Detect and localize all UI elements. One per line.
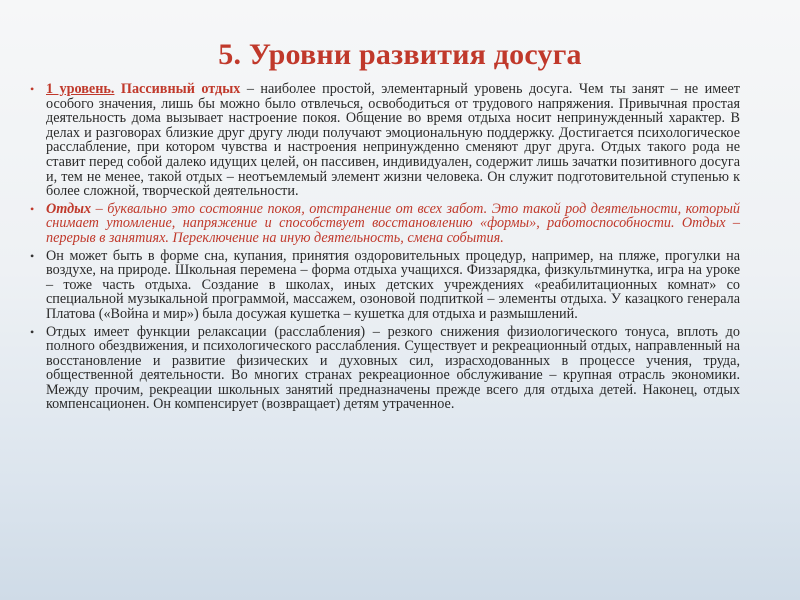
bullet-text: Отдых имеет функции релаксации (расслабления) – резкого снижения физиологического тонуса, вплоть до полного обездвижения, и психологического расслабления. Существует и рекреационный отдых, направленный на восстановление и развитие физических и духовных сил, израсходованных в процессе учения, труда, общественной деятельности. Во многих странах рекреационное обслуживание – крупная отрасль экономики. Между прочим, рекреации школьных занятий предназначены прежде всего для отдыха детей. Наконец, отдых компенсационен. Он компенсирует (возвращает) детям утраченное. (46, 323, 740, 413)
slide-content (30, 82, 740, 415)
bullet-lead-level: 1 уровень. (46, 81, 115, 97)
bullet-icon: • (30, 248, 35, 263)
bullet-passive-rest (30, 82, 740, 199)
bullet-icon: • (30, 201, 35, 216)
bullet-rest-definition (30, 202, 740, 246)
bullet-lead-term: Пассивный отдых (114, 81, 241, 97)
bullet-text: Он может быть в форме сна, купания, принятия оздоровительных процедур, например, на пляже, прогулки на воздухе, на природе. Школьная перемена – форма отдыха учащихся. Физзарядка, физкультминутка, игра на уроке – тоже часть отдыха. Создание в школах, иных детских учреждениях «реабилитационных комнат» со специальной музыкальной программой, массажем, озоновой подпиткой – элементы отдыха. У казацкого генерала Платова («Война и мир») была досужая кушетка – кушетка для отдыха и размышлений. (46, 247, 740, 322)
bullet-text: – наиболее простой, элементарный уровень досуга. Чем ты занят – не имеет особого значения, лишь бы можно было отвлечься, освободиться от трудового напряжения. Привычная простая деятельность дома вызывает настроение покоя. Общение во время отдыха носит непринужденный характер. В делах и разговорах близкие друг другу люди получают эмоциональную поддержку. Достигается психологическое расслабление, при котором чувства и настроения непринужденно сменяют друг друга. Отдых такого рода не ставит перед собой далеко идущих целей, он пассивен, индивидуален, содержит лишь зачатки позитивного досуга и, тем не менее, такой отдых – неотъемлемый элемент жизни человека. Он служит подготовительной ступенью к более сложной, творческой деятельности. (46, 81, 740, 200)
bullet-rest-forms (30, 249, 740, 322)
slide-title: 5. Уровни развития досуга (218, 38, 582, 71)
bullet-icon: • (30, 324, 35, 339)
bullet-text: – буквально это состояние покоя, отстранение от всех забот. Это такой род деятельности, который снимает утомление, напряжение и способствует восстановлению «формы», работоспособности. Отдых – перерыв в занятиях. Переключение на иную деятельность, смена события. (46, 200, 740, 246)
bullet-lead-term: Отдых (46, 200, 92, 217)
bullet-rest-functions (30, 325, 740, 413)
bullet-icon: • (30, 82, 35, 96)
